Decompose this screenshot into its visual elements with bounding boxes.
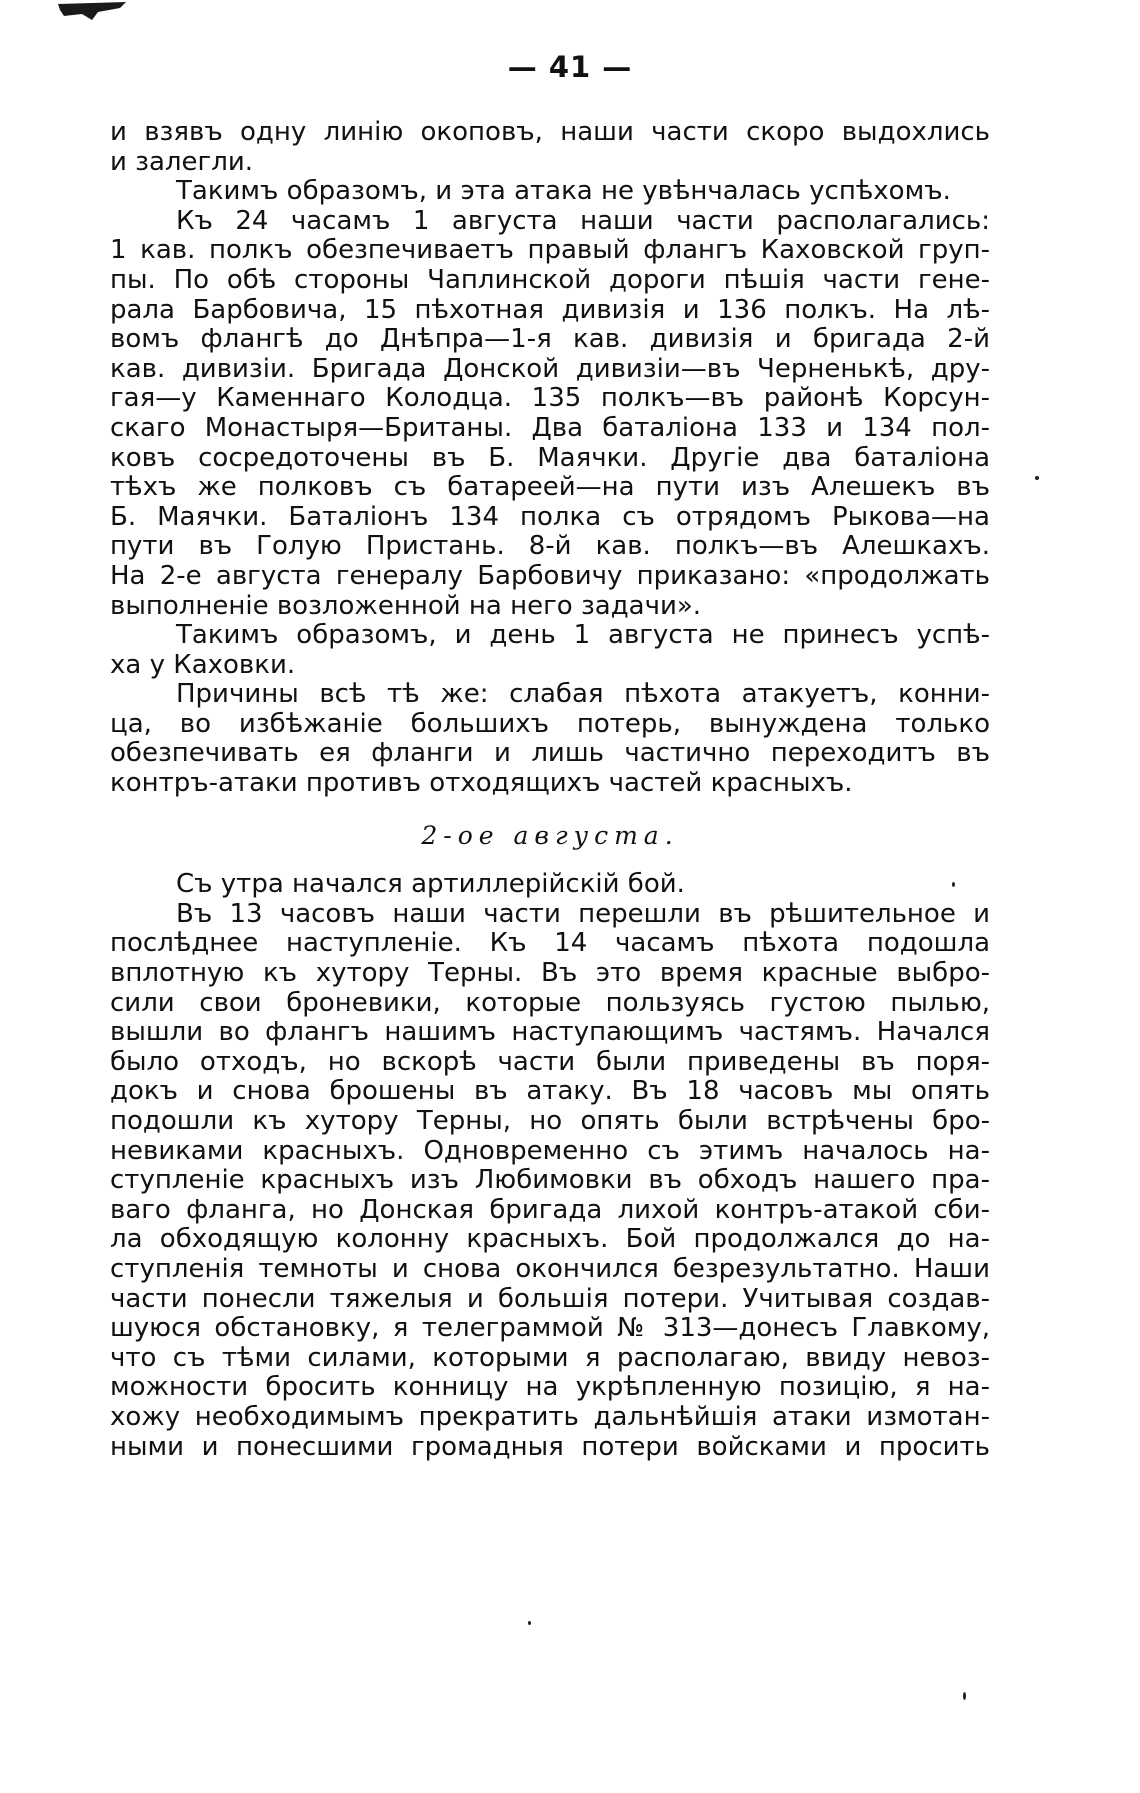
text-line: докъ и снова брошены въ атаку. Въ 18 часовъ мы опять xyxy=(110,1076,990,1107)
ink-speck xyxy=(1035,476,1039,480)
text-line: ными и понесшими громадныя потери войсками и просить xyxy=(110,1431,990,1462)
ink-blot-mark xyxy=(58,0,128,22)
page-number: — 41 — xyxy=(507,50,633,84)
text-line: ковъ сосредоточены въ Б. Маячки. Другіе два баталіона xyxy=(110,442,990,473)
text-line: и залегли. xyxy=(110,146,253,177)
text-line: Съ утра начался артиллерійскій бой. xyxy=(176,869,685,900)
text-line: части понесли тяжелыя и большія потери. Учитывая создав- xyxy=(110,1283,990,1314)
text-line: шуюся обстановку, я телеграммой № 313—донесъ Главкому, xyxy=(110,1313,990,1344)
text-line: что съ тѣми силами, которыми я располагаю, ввиду невоз- xyxy=(110,1342,990,1373)
text-line: Къ 24 часамъ 1 августа наши части располагались: xyxy=(176,205,990,236)
ink-speck xyxy=(528,1621,531,1625)
text-line: и взявъ одну линію окоповъ, наши части скоро выдохлись xyxy=(110,117,990,147)
text-line: контръ-атаки противъ отходящихъ частей красныхъ. xyxy=(110,768,853,799)
text-line: сили свои броневики, которые пользуясь густою пылью, xyxy=(110,987,990,1018)
text-line: тѣхъ же полковъ съ батареей—на пути изъ Алешекъ въ xyxy=(110,472,990,503)
text-line: вомъ флангѣ до Днѣпра—1-я кав. дивизія и бригада 2-й xyxy=(110,324,990,355)
text-line: выполненіе возложенной на него задачи». xyxy=(110,590,702,621)
text-line: Такимъ образомъ, и эта атака не увѣнчалась успѣхомъ. xyxy=(176,176,951,207)
text-line: хожу необходимымъ прекратить дальнѣйшія атаки измотан- xyxy=(110,1401,990,1432)
text-line: Б. Маячки. Баталіонъ 134 полка съ отрядомъ Рыкова—на xyxy=(110,501,990,532)
text-line: обезпечивать ея фланги и лишь частично переходитъ въ xyxy=(110,738,990,769)
text-line: пы. По обѣ стороны Чаплинской дороги пѣшія части гене- xyxy=(110,264,990,295)
text-line: ла обходящую колонну красныхъ. Бой продолжался до на- xyxy=(110,1224,990,1255)
text-line: вышли во флангъ нашимъ наступающимъ частямъ. Начался xyxy=(110,1017,990,1048)
text-line: вплотную къ хутору Терны. Въ это время красные выбро- xyxy=(110,958,990,989)
text-line: На 2-е августа генералу Барбовичу приказано: «продолжать xyxy=(110,560,990,591)
text-line: ступленіе красныхъ изъ Любимовки въ обходъ нашего пра- xyxy=(110,1165,990,1196)
text-line: ца, во избѣжаніе большихъ потерь, вынуждена только xyxy=(110,708,990,739)
text-line: подошли къ хутору Терны, но опять были встрѣчены бро- xyxy=(110,1106,990,1136)
text-line: Въ 13 часовъ наши части перешли въ рѣшительное и xyxy=(176,898,990,929)
text-line: 1 кав. полкъ обезпечиваетъ правый флангъ Каховской груп- xyxy=(110,235,990,266)
text-line: рала Барбовича, 15 пѣхотная дивизія и 136 полкъ. На лѣ- xyxy=(110,294,990,325)
text-line: Причины всѣ тѣ же: слабая пѣхота атакуетъ, конни- xyxy=(176,679,990,710)
text-line: гая—у Каменнаго Колодца. 135 полкъ—въ районѣ Корсун- xyxy=(110,383,990,414)
text-line: можности бросить конницу на укрѣпленную позицію, я на- xyxy=(110,1372,990,1403)
text-line: ступленія темноты и снова окончился безрезультатно. Наши xyxy=(110,1253,990,1284)
text-line: ваго фланга, но Донская бригада лихой контръ-атакой сби- xyxy=(110,1194,990,1225)
page-body-text xyxy=(110,118,990,1462)
text-line: невиками красныхъ. Одновременно съ этимъ началось на- xyxy=(110,1135,990,1166)
text-line: послѣднее наступленіе. Къ 14 часамъ пѣхота подошла xyxy=(110,928,990,959)
text-line: Такимъ образомъ, и день 1 августа не принесъ успѣ- xyxy=(176,620,990,651)
ink-speck xyxy=(952,882,955,887)
text-line: ха у Каховки. xyxy=(110,649,296,680)
text-line: кав. дивизіи. Бригада Донской дивизіи—въ Черненькѣ, дру- xyxy=(110,353,990,384)
text-line: было отходъ, но вскорѣ части были приведены въ поря- xyxy=(110,1046,990,1077)
ink-speck xyxy=(963,1692,966,1700)
text-line: скаго Монастыря—Британы. Два баталіона 133 и 134 пол- xyxy=(110,412,990,443)
section-heading: 2-ое августа. xyxy=(421,820,679,850)
text-line: пути въ Голую Пристань. 8-й кав. полкъ—въ Алешкахъ. xyxy=(110,531,990,562)
